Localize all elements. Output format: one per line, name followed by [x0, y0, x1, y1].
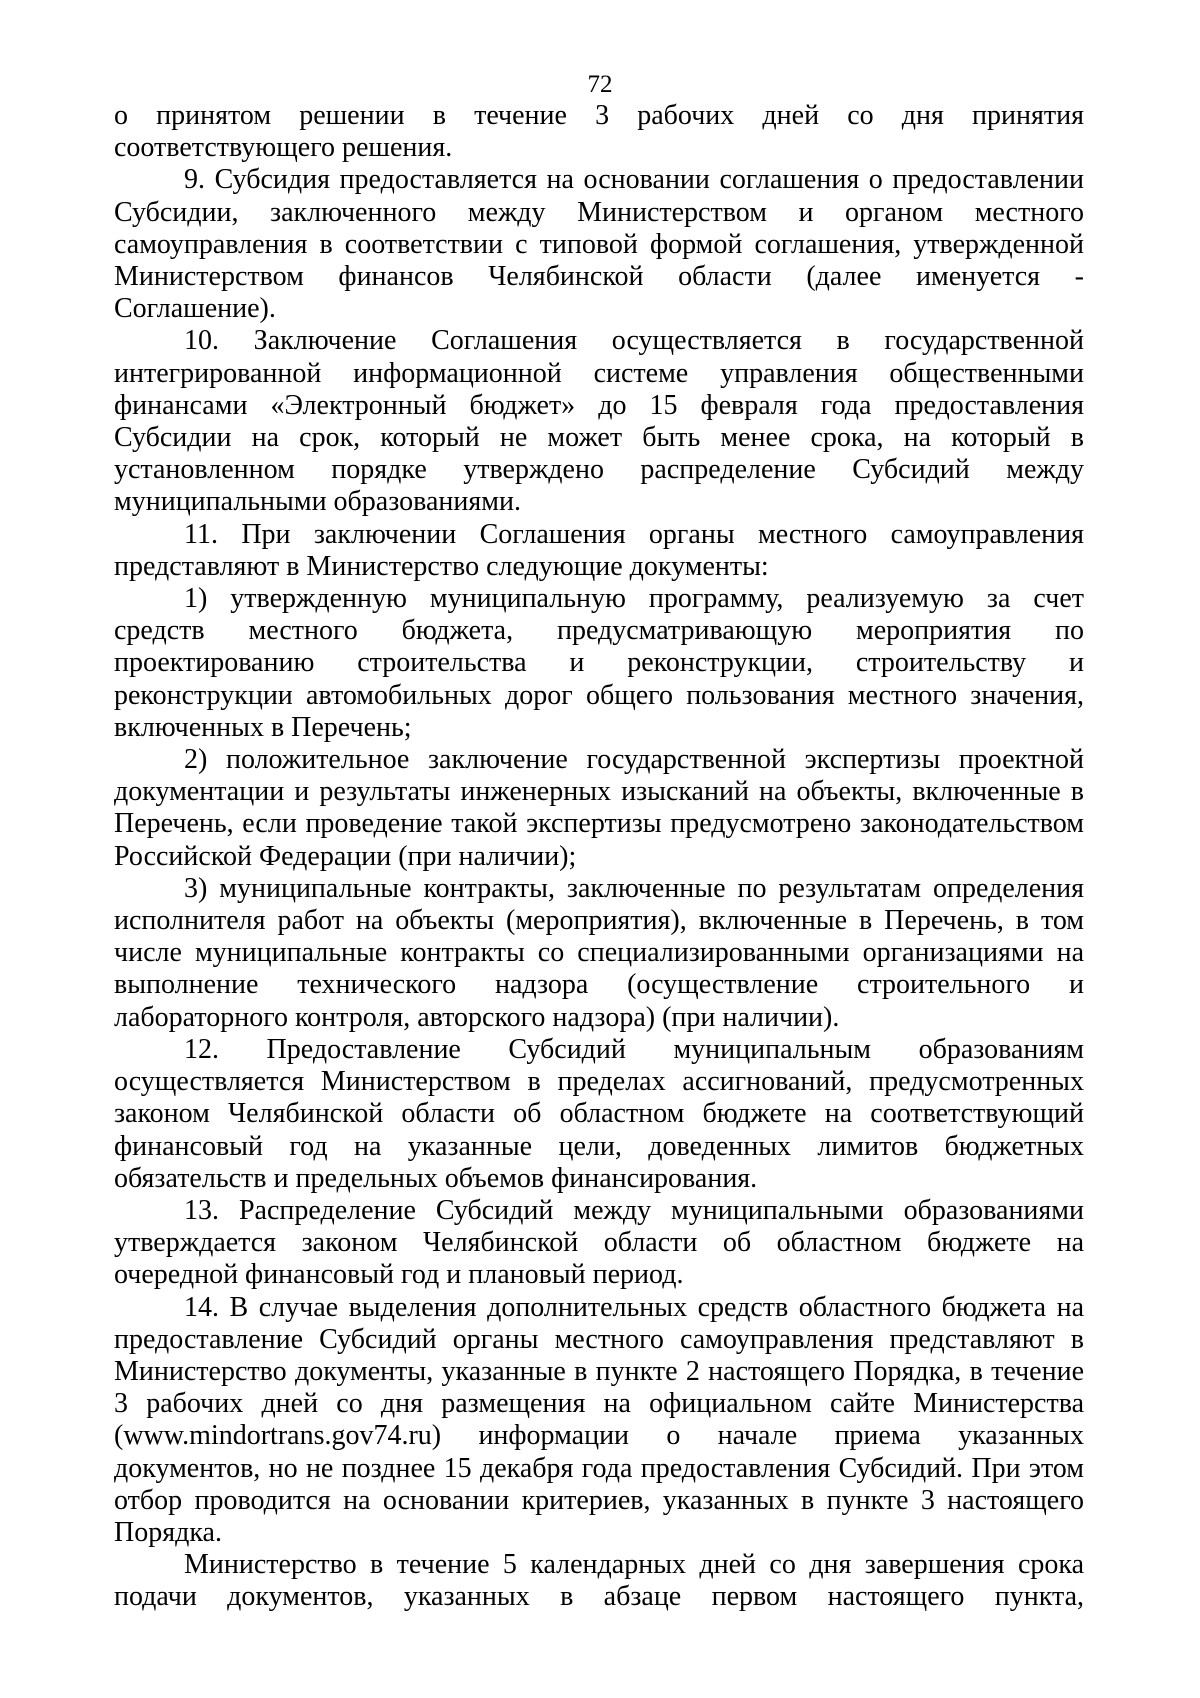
paragraph-continuation: о принятом решении в течение 3 рабочих дней со дня принятия соответствующего решения.	[114, 100, 1084, 164]
paragraph-item-11: 11. При заключении Соглашения органы местного самоуправления представляют в Министерство следующие документы:	[114, 518, 1084, 582]
paragraph-subitem-2: 2) положительное заключение государственной экспертизы проектной документации и результаты инженерных изысканий на объекты, включенные в Перечень, если проведение такой экспертизы предусмотрено законодательством Российской Федерации (при наличии);	[114, 744, 1084, 872]
paragraph-item-14-continued: Министерство в течение 5 календарных дней со дня завершения срока подачи документов, указанных в абзаце первом настоящего пункта,	[114, 1549, 1084, 1613]
paragraph-item-14: 14. В случае выделения дополнительных средств областного бюджета на предоставление Субсидий органы местного самоуправления представляют в Министерство документы, указанные в пункте 2 настоящего Порядка, в течение 3 рабочих дней со дня размещения на официальном сайте Министерства (www.mindortrans.gov74.ru) информации о начале приема указанных документов, но не позднее 15 декабря года предоставления Субсидий. При этом отбор проводится на основании критериев, указанных в пункте 3 настоящего Порядка.	[114, 1291, 1084, 1548]
page-number: 72	[587, 71, 613, 98]
paragraph-item-13: 13. Распределение Субсидий между муниципальными образованиями утверждается законом Челябинской области об областном бюджете на очередной финансовый год и плановый период.	[114, 1194, 1084, 1291]
paragraph-subitem-1: 1) утвержденную муниципальную программу, реализуемую за счет средств местного бюджета, предусматривающую мероприятия по проектированию строительства и реконструкции, строительству и реконструкции автомобильных дорог общего пользования местного значения, включенных в Перечень;	[114, 583, 1084, 743]
paragraph-item-12: 12. Предоставление Субсидий муниципальным образованиям осуществляется Министерством в пределах ассигнований, предусмотренных законом Челябинской области об областном бюджете на соответствующий финансовый год на указанные цели, доведенных лимитов бюджетных обязательств и предельных объемов финансирования.	[114, 1033, 1084, 1194]
paragraph-item-10: 10. Заключение Соглашения осуществляется в государственной интегрированной информационной системе управления общественными финансами «Электронный бюджет» до 15 февраля года предоставления Субсидии на срок, который не может быть менее срока, на который в установленном порядке утверждено распределение Субсидий между муниципальными образованиями.	[114, 325, 1084, 518]
document-body	[114, 100, 1084, 1614]
paragraph-item-9: 9. Субсидия предоставляется на основании соглашения о предоставлении Субсидии, заключенного между Министерством и органом местного самоуправления в соответствии с типовой формой соглашения, утвержденной Министерством финансов Челябинской области (далее именуется - Соглашение).	[114, 164, 1084, 325]
paragraph-subitem-3: 3) муниципальные контракты, заключенные по результатам определения исполнителя работ на объекты (мероприятия), включенные в Перечень, в том числе муниципальные контракты со специализированными организациями на выполнение технического надзора (осуществление строительного и лабораторного контроля, авторского надзора) (при наличии).	[114, 872, 1084, 1033]
